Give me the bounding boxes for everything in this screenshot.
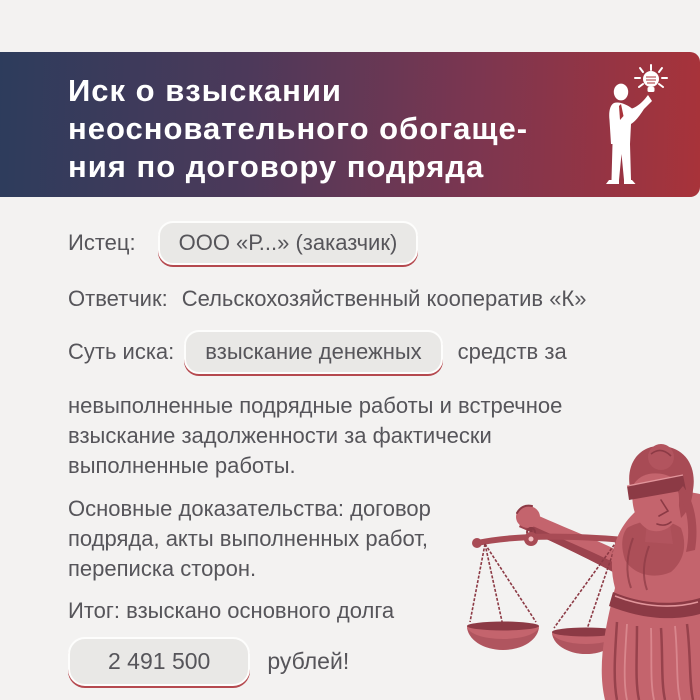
defendant-value: Сельскохозяйственный кооператив «К»	[181, 286, 587, 311]
header-band	[0, 52, 700, 197]
evidence-paragraph: Основные доказательства: договор подряда, акты выполненных работ, переписка сторон.	[68, 496, 431, 581]
title-line-3: ния по договору подряда	[68, 149, 485, 184]
title-line-2: неосновательного обогаще-	[68, 111, 529, 146]
man-with-lightbulb-icon	[598, 64, 670, 190]
result-amount-row	[68, 637, 668, 686]
page-title	[68, 72, 528, 186]
plaintiff-value-badge: ООО «Р...» (заказчик)	[158, 221, 419, 265]
result-suffix: рублей!	[267, 648, 350, 674]
result-label: Итог: взыскано основного долга	[68, 598, 395, 623]
case-summary	[68, 197, 668, 686]
lightbulb-icon	[643, 71, 659, 87]
man-silhouette	[606, 84, 652, 184]
claim-label: Суть иска:	[68, 339, 175, 364]
title-line-1: Иск о взыскании	[68, 73, 342, 108]
plaintiff-label: Истец:	[68, 230, 136, 255]
claim-row	[68, 330, 668, 374]
defendant-label: Ответчик:	[68, 286, 168, 311]
claim-highlight-badge: взыскание денежных	[184, 330, 442, 374]
claim-continuation-paragraph: невыполненные подрядные работы и встречное взыскание задолженности за фактически выполненные работы.	[68, 393, 563, 478]
result-amount-badge: 2 491 500	[68, 637, 250, 686]
claim-tail: средств за	[457, 339, 567, 364]
plaintiff-row	[68, 221, 668, 265]
defendant-row	[68, 286, 668, 312]
